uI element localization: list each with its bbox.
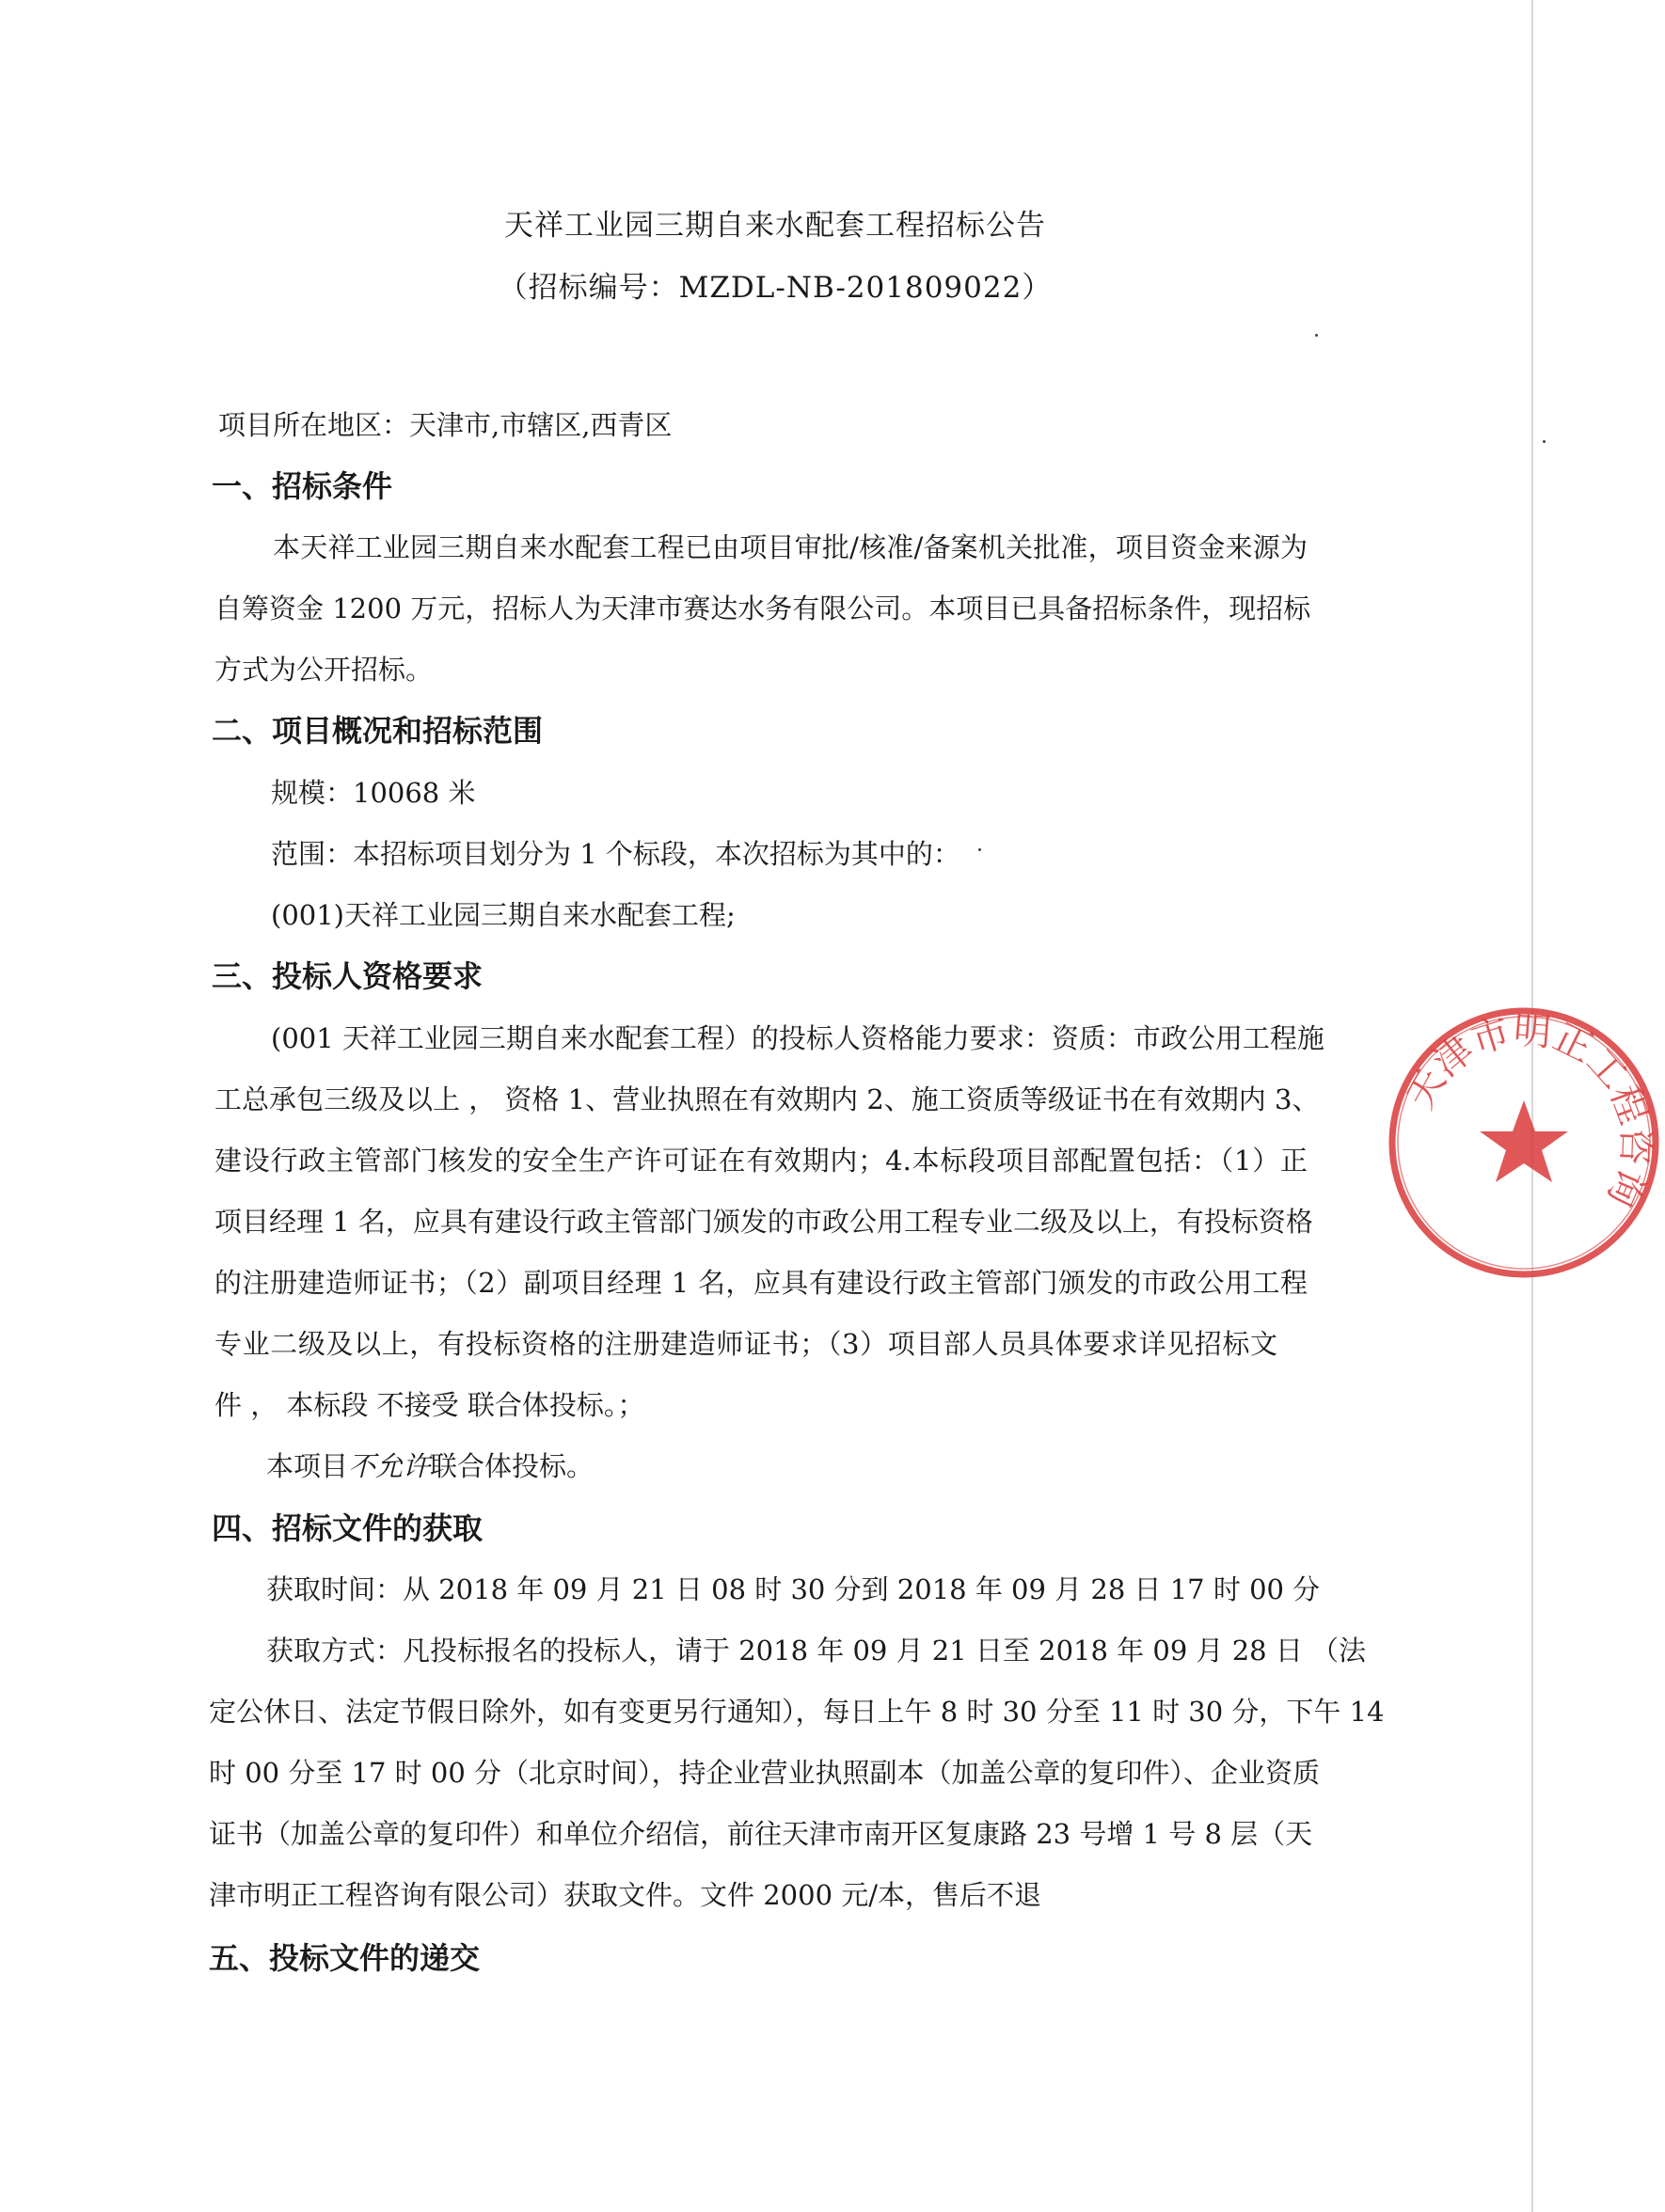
paragraph-line: 获取方式：凡投标报名的投标人，请于 2018 年 09 月 21 日至 2018 年 09 月 28 日 （法 [266,1635,1367,1667]
paragraph-line: 定公休日、法定节假日除外，如有变更另行通知），每日上午 8 时 30 分至 11 时 30 分，下午 14 [209,1696,1385,1728]
section-heading-4: 四、招标文件的获取 [212,1510,484,1546]
paragraph-line: 件 ， 本标段 不接受 联合体投标。； [214,1389,645,1421]
paragraph-line: 规模：10068 米 [271,777,476,809]
note-suffix: 联合体投标。 [430,1450,595,1482]
section-heading-2: 二、项目概况和招标范围 [212,713,544,749]
paragraph-line: 项目经理 1 名，应具有建设行政主管部门颁发的市政公用工程专业二级及以上，有投标资格 [214,1206,1313,1238]
project-location: 项目所在地区：天津市,市辖区,西青区 [218,409,673,441]
section-heading-1: 一、招标条件 [212,468,393,504]
note-prefix: 本项目 [266,1450,349,1482]
paragraph-line: 工总承包三级及以上 ， 资格 1、营业执照在有效期内 2、施工资质等级证书在有效期内 3、 [214,1083,1320,1115]
paragraph-line: (001)天祥工业园三期自来水配套工程; [271,899,736,931]
document-title: 天祥工业园三期自来水配套工程招标公告 [504,209,1046,243]
seal-star-icon [1480,1100,1568,1182]
paragraph-line: 方式为公开招标。 [214,654,434,686]
scan-speck [1543,440,1546,443]
paragraph-line: 获取时间：从 2018 年 09 月 21 日 08 时 30 分到 2018 年 09 月 28 日 17 时 00 分 [266,1573,1321,1605]
scan-speck [978,848,981,851]
section-heading-5: 五、投标文件的递交 [209,1940,481,1976]
bid-number: （招标编号：MZDL-NB-201809022） [498,271,1053,305]
paragraph-line: 时 00 分至 17 时 00 分（北京时间），持企业营业执照副本（加盖公章的复印件）、企业资质 [209,1757,1321,1789]
company-seal [1383,1002,1665,1284]
paragraph-line: 证书（加盖公章的复印件）和单位介绍信，前往天津市南开区复康路 23 号增 1 号 8 层（天 [209,1818,1313,1850]
joint-bid-note [266,1447,594,1485]
paragraph-line: 建设行政主管部门核发的安全生产许可证在有效期内；4.本标段项目部配置包括：（1）正 [214,1145,1308,1177]
paragraph-line: 专业二级及以上，有投标资格的注册建造师证书；（3）项目部人员具体要求详见招标文 [214,1328,1277,1360]
paragraph-line: 津市明正工程咨询有限公司）获取文件。文件 2000 元/本，售后不退 [209,1879,1042,1911]
section-heading-3: 三、投标人资格要求 [212,958,484,994]
paragraph-line: (001 天祥工业园三期自来水配套工程）的投标人资格能力要求：资质：市政公用工程施 [271,1022,1324,1054]
seal-text: 天津市明正工程咨询 [1398,1008,1657,1213]
note-italic: 不允许 [348,1450,431,1482]
paragraph-line: 本天祥工业园三期自来水配套工程已由项目审批/核准/备案机关批准，项目资金来源为 [273,531,1308,563]
paragraph-line: 的注册建造师证书；（2）副项目经理 1 名，应具有建设行政主管部门颁发的市政公用工程 [214,1267,1308,1299]
scan-speck [1315,334,1318,337]
paragraph-line: 自筹资金 1200 万元，招标人为天津市赛达水务有限公司。本项目已具备招标条件，现招标 [214,592,1311,624]
paragraph-line: 范围：本招标项目划分为 1 个标段，本次招标为其中的： [271,838,960,870]
